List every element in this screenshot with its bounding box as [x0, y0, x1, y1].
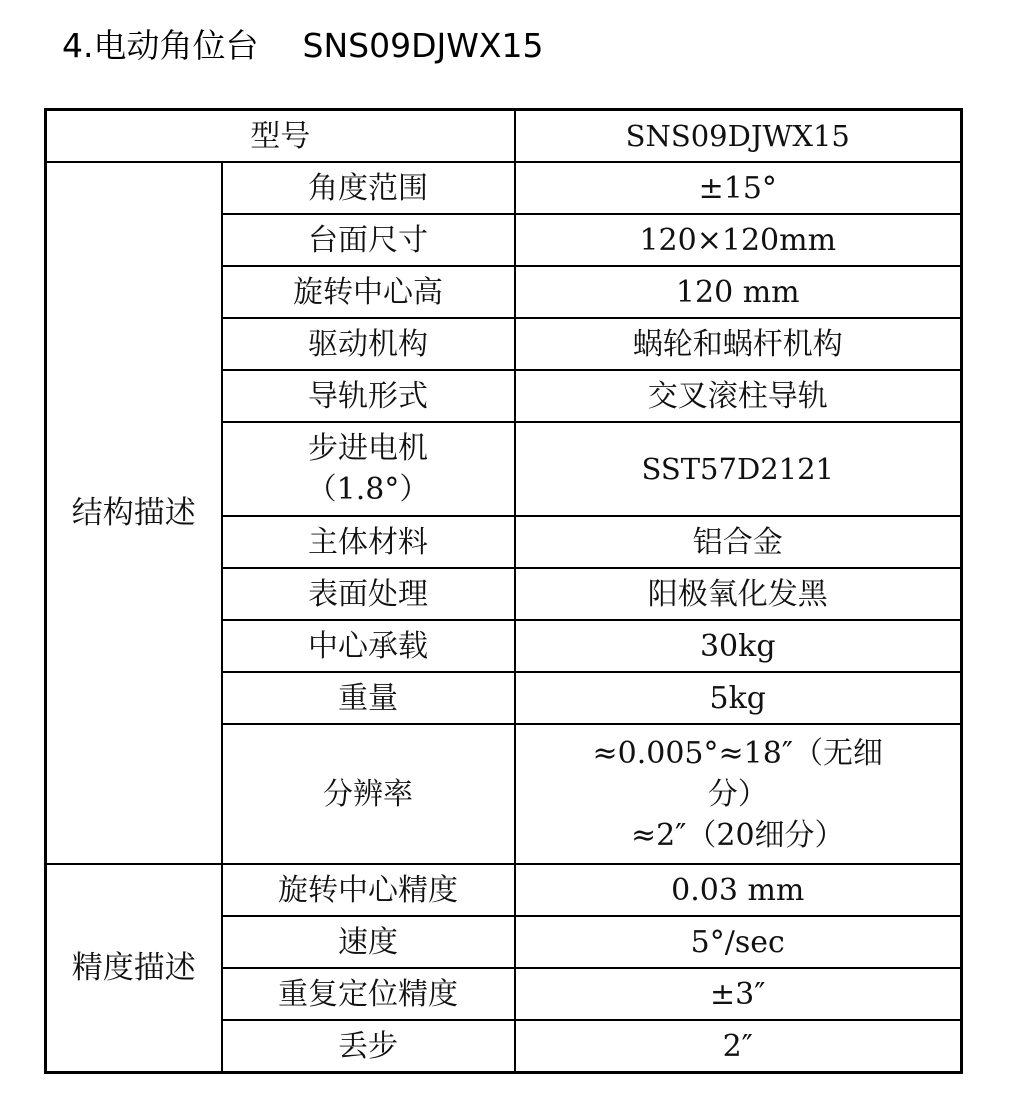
group-label-structure: 结构描述: [46, 162, 222, 864]
row-label: 重复定位精度: [222, 968, 515, 1020]
row-value: SST57D2121: [515, 422, 962, 516]
row-label: 丢步: [222, 1020, 515, 1073]
group-label-precision: 精度描述: [46, 864, 222, 1073]
spec-table: [44, 108, 963, 1074]
row-value: 2″: [515, 1020, 962, 1073]
table-row: [46, 162, 962, 214]
row-label: 主体材料: [222, 516, 515, 568]
header-value-cell: SNS09DJWX15: [515, 110, 962, 163]
table-header-row: [46, 110, 962, 163]
page-title: [62, 22, 543, 70]
row-value: 120 mm: [515, 266, 962, 318]
row-label: 分辨率: [222, 724, 515, 864]
row-label: 旋转中心高: [222, 266, 515, 318]
row-value: ±3″: [515, 968, 962, 1020]
row-value-line: 分）: [707, 776, 768, 812]
row-label: 台面尺寸: [222, 214, 515, 266]
row-label: 旋转中心精度: [222, 864, 515, 916]
header-label-cell: 型号: [46, 110, 515, 163]
row-label: 驱动机构: [222, 318, 515, 370]
row-value-line: ≈0.005°≈18″（无细: [592, 735, 884, 771]
row-label-line: 步进电机: [308, 431, 428, 466]
row-label: 导轨形式: [222, 370, 515, 422]
row-value: 120×120mm: [515, 214, 962, 266]
title-model-number: SNS09DJWX15: [302, 26, 544, 65]
row-value: 30kg: [515, 620, 962, 672]
row-value: 阳极氧化发黑: [515, 568, 962, 620]
row-value: 5°/sec: [515, 916, 962, 968]
row-label: 重量: [222, 672, 515, 724]
row-value: 5kg: [515, 672, 962, 724]
row-label: 表面处理: [222, 568, 515, 620]
row-value: 0.03 mm: [515, 864, 962, 916]
row-value: [515, 724, 962, 864]
row-value: 交叉滚柱导轨: [515, 370, 962, 422]
row-label: 速度: [222, 916, 515, 968]
row-value: 铝合金: [515, 516, 962, 568]
title-text: 4.电动角位台: [62, 26, 259, 65]
row-value: ±15°: [515, 162, 962, 214]
row-label: 中心承载: [222, 620, 515, 672]
row-value: 蜗轮和蜗杆机构: [515, 318, 962, 370]
row-label: 角度范围: [222, 162, 515, 214]
row-label-line: （1.8°）: [306, 472, 430, 507]
row-value-line: ≈2″（20细分）: [630, 817, 845, 853]
row-label: [222, 422, 515, 516]
table-row: [46, 864, 962, 916]
